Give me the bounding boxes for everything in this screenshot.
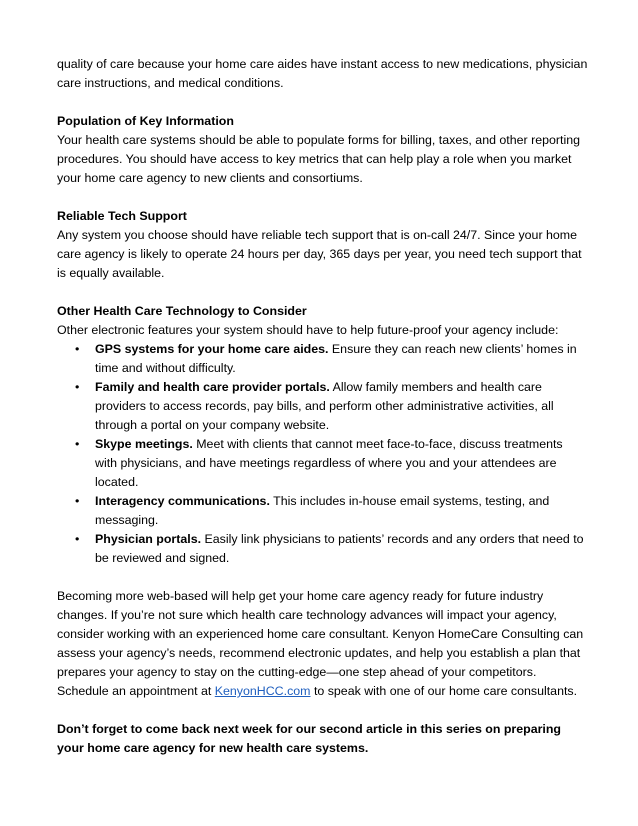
list-item: • Skype meetings. Meet with clients that cannot meet face-to-face, discuss treatments with physicians, and have meetings regardless of where you and your attendees are located. bbox=[75, 437, 563, 489]
section-heading-tech-support: Reliable Tech Support bbox=[57, 209, 187, 223]
intro-paragraph: quality of care because your home care aides have instant access to new medications, physician care instructions, and medical conditions. bbox=[57, 57, 588, 90]
section-heading-key-information: Population of Key Information bbox=[57, 114, 234, 128]
list-item: • GPS systems for your home care aides. Ensure they can reach new clients’ homes in time and without difficulty. bbox=[75, 342, 577, 375]
list-item: • Interagency communications. This includes in-house email systems, testing, and messaging. bbox=[75, 494, 550, 527]
bullet-icon: • bbox=[75, 437, 80, 451]
list-item: • Physician portals. Easily link physicians to patients’ records and any orders that need to be reviewed and signed. bbox=[75, 532, 584, 565]
bullet-icon: • bbox=[75, 380, 80, 394]
section-body-tech-support: Any system you choose should have reliable tech support that is on-call 24/7. Since your home care agency is likely to operate 24 hours per day, 365 days per year, you need tech support that is equally available. bbox=[57, 228, 582, 280]
section-heading-other-technology: Other Health Care Technology to Consider bbox=[57, 304, 307, 318]
closing-paragraph: Becoming more web-based will help get your home care agency ready for future industry changes. If you’re not sure which health care technology advances will impact your agency, consider working with an experienced home care consultant. Kenyon HomeCare Consulting can assess your agency’s needs, recommend electronic updates, and help you establish a plan that prepares your agency to stay on the cutting-edge—one step ahead of your competitors. Schedule an appointment at KenyonHCC.com to speak with one of our home care consultants. bbox=[57, 589, 584, 698]
feature-bullet-list bbox=[57, 340, 588, 568]
list-item: • Family and health care provider portals. Allow family members and health care providers to access records, pay bills, and perform other administrative activities, all through a portal on your company website. bbox=[75, 380, 554, 432]
kenyonhcc-link[interactable]: KenyonHCC.com bbox=[214, 684, 311, 698]
final-note: Don’t forget to come back next week for our second article in this series on preparing your home care agency for new health care systems. bbox=[57, 722, 561, 755]
bullet-icon: • bbox=[75, 494, 80, 508]
bullet-icon: • bbox=[75, 532, 80, 546]
section-body-other-technology: Other electronic features your system should have to help future-proof your agency include: bbox=[57, 323, 559, 337]
bullet-icon: • bbox=[75, 342, 80, 356]
section-body-key-information: Your health care systems should be able to populate forms for billing, taxes, and other reporting procedures. You should have access to key metrics that can help play a role when you market your home care agency to new clients and consortiums. bbox=[57, 133, 581, 185]
